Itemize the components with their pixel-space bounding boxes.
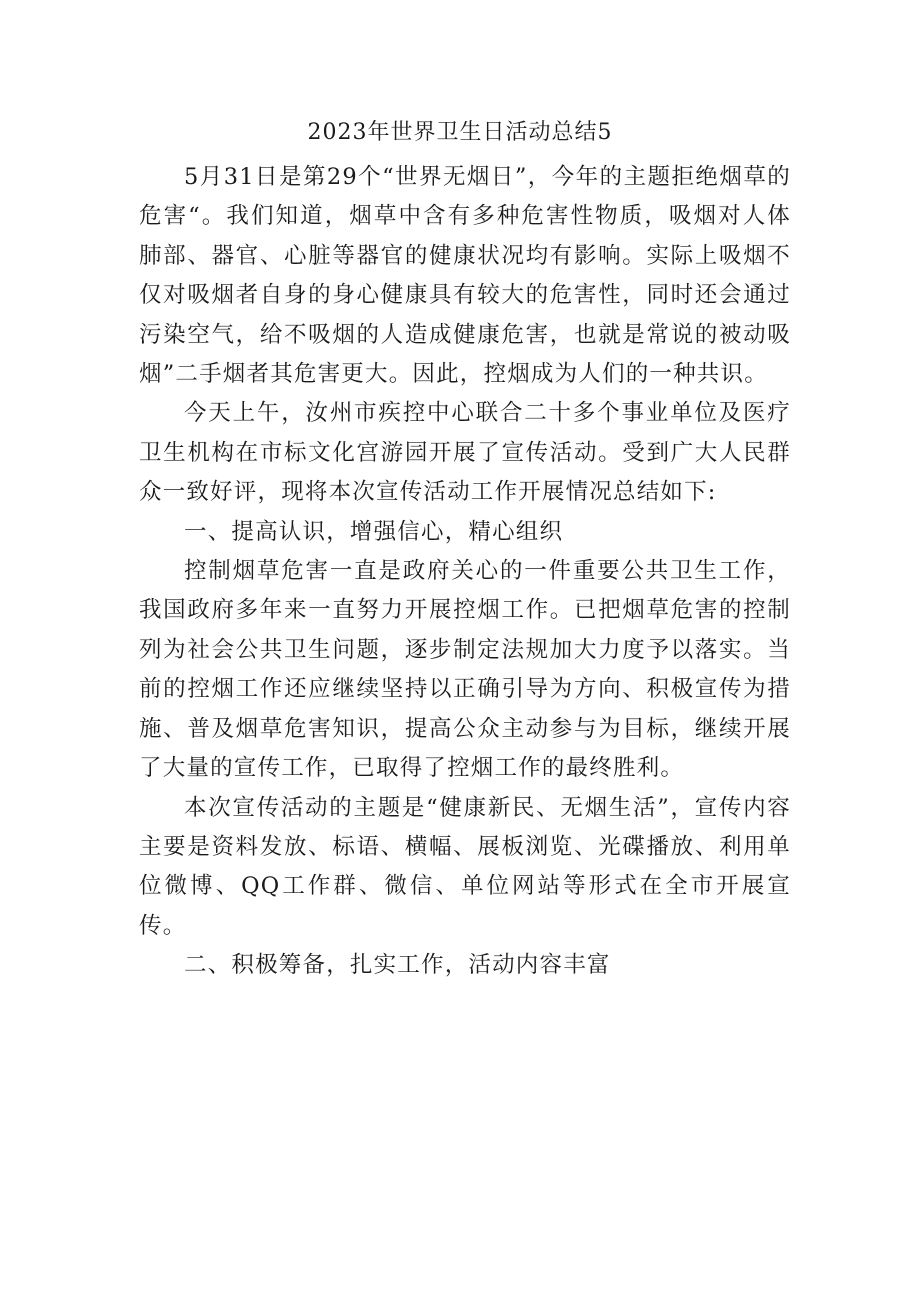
paragraph-event: 今天上午，汝州市疾控中心联合二十多个事业单位及医疗卫生机构在市标文化宫游园开展了宣传活动。受到广大人民群众一致好评，现将本次宣传活动工作开展情况总结如下:: [139, 400, 791, 506]
paragraph-intro: 5月31日是第29个“世界无烟日”，今年的主题拒绝烟草的危害“。我们知道，烟草中含有多种危害性物质，吸烟对人体肺部、器官、心脏等器官的健康状况均有影响。实际上吸烟不仅对吸烟者自身的身心健康具有较大的危害性，同时还会通过污染空气，给不吸烟的人造成健康危害，也就是常说的被动吸烟”二手烟者其危害更大。因此，控烟成为人们的一种共识。: [139, 164, 791, 388]
paragraph-tobacco-control: 控制烟草危害一直是政府关心的一件重要公共卫生工作，我国政府多年来一直努力开展控烟工作。已把烟草危害的控制列为社会公共卫生问题，逐步制定法规加大力度予以落实。当前的控烟工作还应继续坚持以正确引导为方向、积极宣传为措施、普及烟草危害知识，提高公众主动参与为目标，继续开展了大量的宣传工作，已取得了控烟工作的最终胜利。: [139, 558, 791, 782]
section-heading-2: 二、积极筹备，扎实工作，活动内容丰富: [184, 952, 611, 979]
document-body: [139, 158, 791, 986]
document-title: 2023年世界卫生日活动总结5: [307, 120, 613, 145]
section-heading-1: 一、提高认识，增强信心，精心组织: [184, 518, 564, 545]
paragraph-theme: 本次宣传活动的主题是“健康新民、无烟生活”，宣传内容主要是资料发放、标语、横幅、展板浏览、光碟播放、利用单位微博、QQ工作群、微信、单位网站等形式在全市开展宣传。: [139, 794, 791, 939]
